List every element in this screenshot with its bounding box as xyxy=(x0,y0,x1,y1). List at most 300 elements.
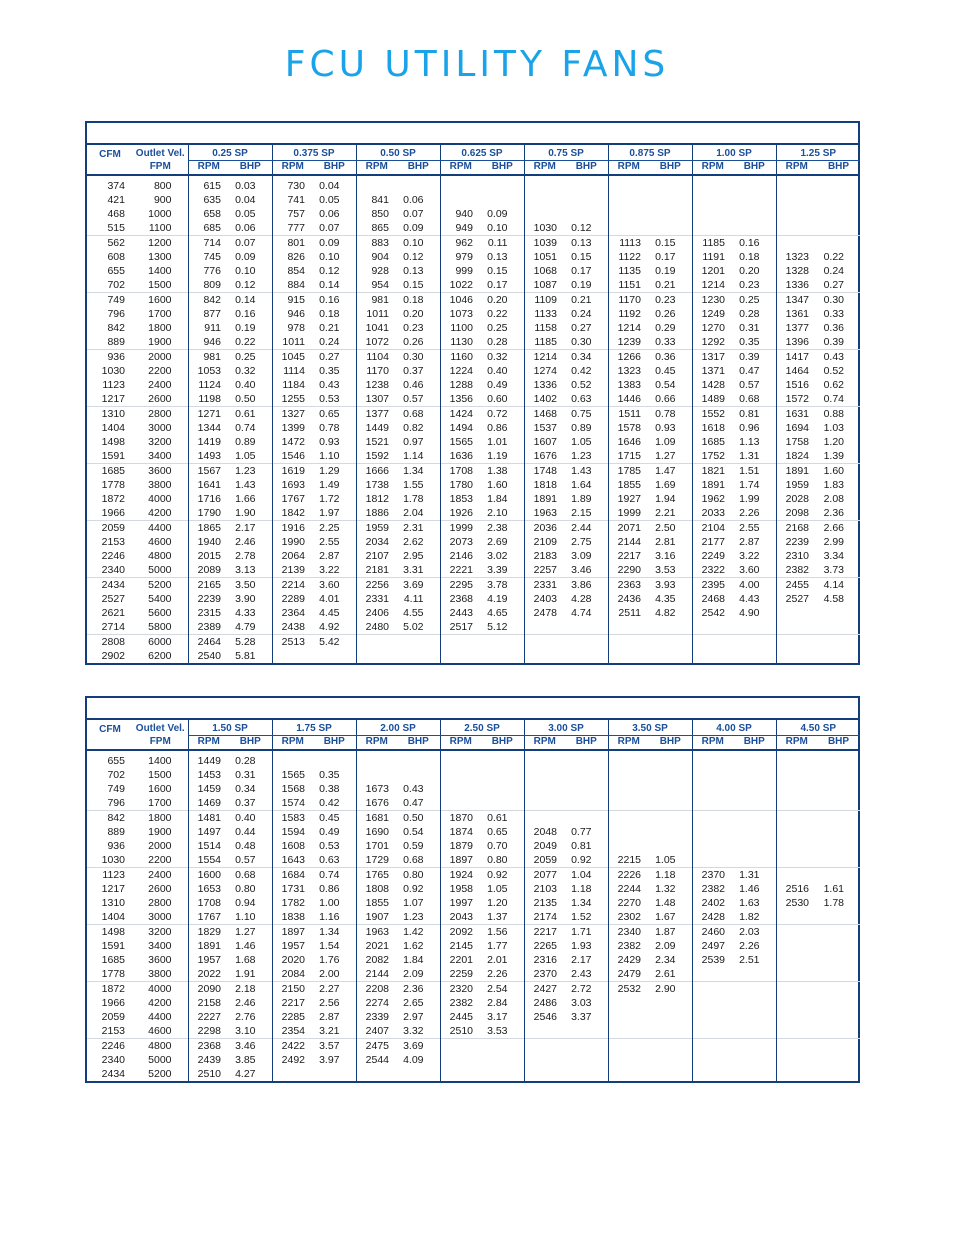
bhp-cell: 0.04 xyxy=(319,180,340,192)
bhp-cell: 1.34 xyxy=(313,925,356,940)
static-pressure-header: 4.00 SP xyxy=(692,720,776,736)
rpm-cell: 2389 xyxy=(188,620,229,635)
table-row xyxy=(87,435,860,449)
bhp-cell: 2.17 xyxy=(229,521,272,536)
rpm-cell: 877 xyxy=(188,307,229,321)
rpm-cell xyxy=(524,1053,565,1067)
bhp-header: BHP xyxy=(817,161,860,176)
bhp-cell xyxy=(817,796,860,811)
bhp-cell xyxy=(817,868,860,883)
rpm-cell: 1999 xyxy=(440,521,481,536)
fpm-cell: 3600 xyxy=(133,464,188,479)
table-row xyxy=(87,492,860,506)
table-row xyxy=(87,293,860,308)
bhp-cell: 0.40 xyxy=(235,379,256,391)
bhp-cell: 0.37 xyxy=(403,365,424,377)
bhp-cell: 0.11 xyxy=(481,236,524,251)
fpm-cell: 1200 xyxy=(133,236,188,251)
table-row xyxy=(87,193,860,207)
rpm-cell: 2145 xyxy=(440,939,481,953)
bhp-cell: 2.87 xyxy=(319,1011,340,1023)
bhp-cell: 1.18 xyxy=(571,883,592,895)
table-row xyxy=(87,250,860,264)
rpm-cell xyxy=(692,1039,733,1054)
bhp-cell xyxy=(565,750,608,768)
bhp-cell xyxy=(817,982,860,997)
rpm-cell: 1521 xyxy=(356,435,397,449)
rpm-cell xyxy=(692,750,733,768)
rpm-cell xyxy=(356,768,397,782)
cfm-cell: 1217 xyxy=(101,393,125,405)
bhp-cell: 0.25 xyxy=(733,293,776,308)
bhp-cell: 2.26 xyxy=(739,507,760,519)
bhp-cell: 1.38 xyxy=(481,464,524,479)
bhp-cell: 5.81 xyxy=(235,650,256,662)
bhp-cell xyxy=(649,768,692,782)
rpm-cell: 1011 xyxy=(272,335,313,350)
bhp-cell: 0.43 xyxy=(319,379,340,391)
bhp-cell: 0.26 xyxy=(403,336,424,348)
bhp-cell xyxy=(565,1039,608,1054)
bhp-cell: 0.50 xyxy=(235,393,256,405)
bhp-cell: 1.05 xyxy=(571,436,592,448)
static-pressure-header: 0.50 SP xyxy=(356,145,440,161)
table-row xyxy=(87,982,860,997)
bhp-cell: 2.43 xyxy=(571,968,592,980)
rpm-cell: 1151 xyxy=(608,278,649,293)
bhp-cell: 0.10 xyxy=(235,265,256,277)
rpm-cell: 2036 xyxy=(524,521,565,536)
rpm-cell: 1891 xyxy=(524,492,565,506)
bhp-cell: 0.37 xyxy=(235,797,256,809)
cfm-cell: 1030 xyxy=(101,854,125,866)
bhp-cell xyxy=(733,750,776,768)
rpm-cell xyxy=(608,825,649,839)
bhp-cell: 5.42 xyxy=(313,635,356,650)
cfm-header: CFM xyxy=(87,145,133,175)
rpm-cell: 2406 xyxy=(356,606,397,620)
rpm-header: RPM xyxy=(356,736,397,751)
bhp-cell: 0.68 xyxy=(403,854,424,866)
rpm-cell: 1191 xyxy=(692,250,733,264)
rpm-cell: 1758 xyxy=(776,435,817,449)
bhp-header: BHP xyxy=(733,161,776,176)
rpm-cell xyxy=(524,635,565,650)
bhp-cell xyxy=(649,193,692,207)
rpm-cell xyxy=(440,796,481,811)
fpm-cell: 6000 xyxy=(133,635,188,650)
bhp-cell xyxy=(817,1024,860,1039)
bhp-cell: 0.89 xyxy=(235,436,256,448)
rpm-cell xyxy=(776,782,817,796)
rpm-cell: 1323 xyxy=(608,364,649,378)
bhp-cell: 1.77 xyxy=(487,940,508,952)
rpm-cell: 2370 xyxy=(692,868,733,883)
bhp-cell xyxy=(481,635,524,650)
rpm-cell xyxy=(776,868,817,883)
table-title-bar xyxy=(87,698,858,720)
bhp-cell xyxy=(733,782,776,796)
bhp-cell: 1.13 xyxy=(739,436,760,448)
rpm-cell: 1962 xyxy=(692,492,733,506)
cfm-cell: 1591 xyxy=(101,940,125,952)
table-row xyxy=(87,278,860,293)
bhp-cell: 1.84 xyxy=(487,493,508,505)
rpm-cell: 1821 xyxy=(692,464,733,479)
bhp-cell: 0.32 xyxy=(235,365,256,377)
table-row xyxy=(87,392,860,407)
rpm-cell: 999 xyxy=(440,264,481,278)
rpm-cell: 2270 xyxy=(608,896,649,910)
bhp-cell: 1.01 xyxy=(487,436,508,448)
bhp-cell: 0.29 xyxy=(655,322,676,334)
bhp-cell xyxy=(817,635,860,650)
bhp-cell xyxy=(481,782,524,796)
rpm-cell: 2370 xyxy=(524,967,565,982)
bhp-cell: 0.19 xyxy=(235,322,256,334)
rpm-cell xyxy=(776,175,817,193)
rpm-cell: 1124 xyxy=(188,378,229,392)
rpm-cell xyxy=(440,1053,481,1067)
cfm-cell: 2902 xyxy=(101,650,125,662)
cfm-cell: 1591 xyxy=(101,450,125,462)
rpm-cell xyxy=(692,1010,733,1024)
rpm-cell: 1940 xyxy=(188,535,229,549)
rpm-header: RPM xyxy=(608,736,649,751)
bhp-cell: 1.89 xyxy=(571,493,592,505)
bhp-cell: 5.12 xyxy=(487,621,508,633)
rpm-cell xyxy=(356,635,397,650)
rpm-cell xyxy=(608,649,649,663)
rpm-cell xyxy=(356,1067,397,1081)
bhp-cell: 1.39 xyxy=(823,450,844,462)
table-row xyxy=(87,868,860,883)
rpm-cell: 1715 xyxy=(608,449,649,464)
bhp-cell: 0.17 xyxy=(571,265,592,277)
table-row xyxy=(87,768,860,782)
rpm-cell: 1271 xyxy=(188,407,229,422)
bhp-cell: 0.39 xyxy=(733,350,776,365)
bhp-cell: 1.10 xyxy=(319,450,340,462)
fpm-cell: 1600 xyxy=(133,293,188,308)
bhp-cell: 0.21 xyxy=(319,322,340,334)
cfm-header: CFM xyxy=(87,720,133,750)
fpm-cell: 2000 xyxy=(148,840,172,852)
rpm-cell: 1808 xyxy=(356,882,397,896)
table-row xyxy=(87,825,860,839)
cfm-cell: 1778 xyxy=(101,479,125,491)
bhp-cell xyxy=(397,175,440,193)
rpm-cell: 2340 xyxy=(608,925,649,940)
rpm-cell: 1708 xyxy=(440,464,481,479)
bhp-cell: 0.92 xyxy=(571,854,592,866)
fpm-cell: 2200 xyxy=(148,854,172,866)
rpm-cell: 2354 xyxy=(272,1024,313,1039)
rpm-cell: 2298 xyxy=(188,1024,229,1039)
rpm-cell: 2103 xyxy=(524,882,565,896)
table-row xyxy=(87,750,860,768)
rpm-header: RPM xyxy=(524,736,565,751)
rpm-cell: 2479 xyxy=(608,967,649,982)
page-title: FCU UTILITY FANS xyxy=(284,44,670,85)
rpm-cell xyxy=(776,925,817,940)
bhp-cell xyxy=(481,175,524,193)
cfm-cell: 1310 xyxy=(101,897,125,909)
rpm-cell: 962 xyxy=(440,236,481,251)
bhp-cell: 0.43 xyxy=(403,783,424,795)
table-row xyxy=(87,896,860,910)
rpm-cell: 1767 xyxy=(188,910,229,925)
rpm-cell: 1087 xyxy=(524,278,565,293)
rpm-cell xyxy=(440,175,481,193)
rpm-cell: 1891 xyxy=(776,464,817,479)
rpm-cell xyxy=(776,811,817,826)
bhp-cell: 0.96 xyxy=(739,422,760,434)
rpm-cell: 1170 xyxy=(608,293,649,308)
rpm-cell: 2517 xyxy=(440,620,481,635)
rpm-cell: 741 xyxy=(272,193,313,207)
rpm-cell: 2034 xyxy=(356,535,397,549)
rpm-cell: 1765 xyxy=(356,868,397,883)
bhp-cell: 2.84 xyxy=(487,997,508,1009)
rpm-cell: 2428 xyxy=(692,910,733,925)
bhp-cell xyxy=(817,1053,860,1067)
rpm-cell: 1073 xyxy=(440,307,481,321)
rpm-cell: 1608 xyxy=(272,839,313,853)
bhp-cell: 0.36 xyxy=(649,350,692,365)
rpm-cell xyxy=(776,1067,817,1081)
bhp-cell: 0.09 xyxy=(487,208,508,220)
rpm-cell: 1653 xyxy=(188,882,229,896)
bhp-cell: 0.68 xyxy=(397,407,440,422)
bhp-cell: 4.79 xyxy=(235,621,256,633)
fpm-cell: 5800 xyxy=(148,621,172,633)
cfm-cell: 749 xyxy=(107,783,125,795)
rpm-cell xyxy=(692,1053,733,1067)
bhp-cell xyxy=(733,1010,776,1024)
rpm-cell: 2215 xyxy=(608,853,649,868)
bhp-cell: 1.10 xyxy=(235,911,256,923)
rpm-cell: 1870 xyxy=(440,811,481,826)
bhp-cell xyxy=(649,811,692,826)
bhp-cell: 3.69 xyxy=(397,578,440,593)
bhp-cell: 2.54 xyxy=(481,982,524,997)
bhp-cell: 0.74 xyxy=(823,393,844,405)
bhp-cell: 0.35 xyxy=(319,365,340,377)
bhp-cell xyxy=(817,649,860,663)
cfm-cell: 1310 xyxy=(87,407,133,422)
rpm-cell: 1990 xyxy=(272,535,313,549)
cfm-cell: 1404 xyxy=(101,911,125,923)
table-row xyxy=(87,1039,860,1054)
fan-performance-table xyxy=(87,145,860,663)
rpm-cell xyxy=(608,1053,649,1067)
rpm-header: RPM xyxy=(356,161,397,176)
bhp-cell: 0.54 xyxy=(655,379,676,391)
bhp-cell: 3.86 xyxy=(565,578,608,593)
rpm-header: RPM xyxy=(272,736,313,751)
rpm-cell xyxy=(272,649,313,663)
bhp-cell xyxy=(565,811,608,826)
rpm-cell: 928 xyxy=(356,264,397,278)
table-title-bar xyxy=(87,123,858,145)
rpm-cell: 2407 xyxy=(356,1024,397,1039)
bhp-cell: 1.69 xyxy=(655,479,676,491)
table-row xyxy=(87,910,860,925)
bhp-cell: 3.13 xyxy=(235,564,256,576)
rpm-cell: 1336 xyxy=(776,278,817,293)
bhp-cell: 2.15 xyxy=(571,507,592,519)
bhp-cell: 2.27 xyxy=(313,982,356,997)
rpm-cell: 777 xyxy=(272,221,313,236)
rpm-cell: 2511 xyxy=(608,606,649,620)
fpm-cell: 2200 xyxy=(148,365,172,377)
bhp-cell: 1.60 xyxy=(487,479,508,491)
bhp-cell: 4.01 xyxy=(319,593,340,605)
rpm-cell: 1574 xyxy=(272,796,313,811)
fpm-cell: 5200 xyxy=(148,1068,172,1080)
rpm-cell: 2135 xyxy=(524,896,565,910)
rpm-cell xyxy=(524,1024,565,1039)
table-row xyxy=(87,592,860,606)
rpm-cell: 1424 xyxy=(440,407,481,422)
rpm-cell xyxy=(608,1039,649,1054)
rpm-cell xyxy=(692,1024,733,1039)
rpm-cell: 1493 xyxy=(188,449,229,464)
bhp-cell: 2.46 xyxy=(235,536,256,548)
bhp-cell: 2.25 xyxy=(313,521,356,536)
cfm-cell: 2340 xyxy=(101,564,125,576)
bhp-cell: 1.71 xyxy=(565,925,608,940)
rpm-cell xyxy=(776,207,817,221)
rpm-cell: 1053 xyxy=(188,364,229,378)
rpm-cell xyxy=(356,649,397,663)
rpm-cell xyxy=(608,1067,649,1081)
rpm-cell: 1552 xyxy=(692,407,733,422)
rpm-cell: 2382 xyxy=(776,563,817,578)
bhp-cell xyxy=(649,996,692,1010)
rpm-cell: 1568 xyxy=(272,782,313,796)
bhp-cell xyxy=(565,649,608,663)
rpm-cell: 2302 xyxy=(608,910,649,925)
bhp-cell: 0.27 xyxy=(823,279,844,291)
bhp-cell xyxy=(565,796,608,811)
rpm-cell: 2475 xyxy=(356,1039,397,1054)
bhp-cell: 3.53 xyxy=(487,1025,508,1037)
rpm-cell: 1897 xyxy=(440,853,481,868)
bhp-cell: 0.72 xyxy=(481,407,524,422)
rpm-cell: 1133 xyxy=(524,307,565,321)
bhp-cell xyxy=(565,1053,608,1067)
bhp-header: BHP xyxy=(229,736,272,751)
rpm-cell: 1230 xyxy=(692,293,733,308)
fpm-cell: 4400 xyxy=(133,521,188,536)
fpm-cell: 4600 xyxy=(148,536,172,548)
rpm-cell: 1377 xyxy=(356,407,397,422)
fpm-cell: 1300 xyxy=(148,251,172,263)
rpm-cell: 1214 xyxy=(692,278,733,293)
rpm-cell xyxy=(440,193,481,207)
bhp-cell: 0.53 xyxy=(319,393,340,405)
bhp-cell xyxy=(817,939,860,953)
bhp-cell: 3.31 xyxy=(403,564,424,576)
rpm-cell: 1790 xyxy=(188,506,229,521)
bhp-cell xyxy=(397,750,440,768)
bhp-cell: 0.35 xyxy=(319,769,340,781)
rpm-cell: 1497 xyxy=(188,825,229,839)
rpm-cell: 2256 xyxy=(356,578,397,593)
bhp-cell: 0.20 xyxy=(403,308,424,320)
rpm-cell: 2364 xyxy=(272,606,313,620)
cfm-cell: 1778 xyxy=(101,968,125,980)
rpm-cell: 1402 xyxy=(524,392,565,407)
rpm-cell: 1855 xyxy=(356,896,397,910)
fpm-cell: 1800 xyxy=(148,322,172,334)
bhp-cell: 1.94 xyxy=(655,493,676,505)
bhp-cell: 1.91 xyxy=(235,968,256,980)
rpm-cell: 1192 xyxy=(608,307,649,321)
bhp-cell xyxy=(481,1067,524,1081)
fpm-cell: 3400 xyxy=(148,940,172,952)
rpm-cell: 1693 xyxy=(272,478,313,492)
rpm-cell: 2139 xyxy=(272,563,313,578)
rpm-cell xyxy=(692,839,733,853)
static-pressure-header: 0.25 SP xyxy=(188,145,272,161)
bhp-cell: 0.49 xyxy=(319,826,340,838)
rpm-cell: 2144 xyxy=(356,967,397,982)
bhp-cell: 2.65 xyxy=(403,997,424,1009)
rpm-cell: 1681 xyxy=(356,811,397,826)
rpm-cell: 1274 xyxy=(524,364,565,378)
bhp-cell: 1.66 xyxy=(235,493,256,505)
bhp-cell: 4.58 xyxy=(823,593,844,605)
bhp-cell xyxy=(733,811,776,826)
rpm-cell: 2064 xyxy=(272,549,313,563)
cfm-cell: 1685 xyxy=(101,954,125,966)
rpm-cell: 1666 xyxy=(356,464,397,479)
rpm-cell: 2464 xyxy=(188,635,229,650)
rpm-cell: 2274 xyxy=(356,996,397,1010)
bhp-cell: 2.78 xyxy=(235,550,256,562)
rpm-cell xyxy=(524,1067,565,1081)
bhp-cell xyxy=(649,1067,692,1081)
bhp-cell: 1.64 xyxy=(571,479,592,491)
rpm-cell: 884 xyxy=(272,278,313,293)
bhp-cell: 0.22 xyxy=(487,308,508,320)
bhp-cell xyxy=(481,796,524,811)
bhp-cell xyxy=(649,796,692,811)
table-row xyxy=(87,782,860,796)
rpm-cell: 2403 xyxy=(524,592,565,606)
cfm-cell: 1966 xyxy=(101,507,125,519)
rpm-cell: 1855 xyxy=(608,478,649,492)
cfm-cell: 2153 xyxy=(101,1025,125,1037)
rpm-cell: 2290 xyxy=(608,563,649,578)
bhp-cell: 1.20 xyxy=(823,436,844,448)
bhp-cell: 0.15 xyxy=(571,251,592,263)
rpm-cell: 1307 xyxy=(356,392,397,407)
rpm-cell xyxy=(524,620,565,635)
fpm-cell: 2600 xyxy=(148,393,172,405)
bhp-cell xyxy=(481,193,524,207)
rpm-cell xyxy=(440,1039,481,1054)
bhp-cell: 0.63 xyxy=(571,393,592,405)
rpm-cell: 2174 xyxy=(524,910,565,925)
bhp-cell xyxy=(817,221,860,236)
bhp-cell: 1.93 xyxy=(571,940,592,952)
bhp-header: BHP xyxy=(565,161,608,176)
bhp-cell xyxy=(733,193,776,207)
